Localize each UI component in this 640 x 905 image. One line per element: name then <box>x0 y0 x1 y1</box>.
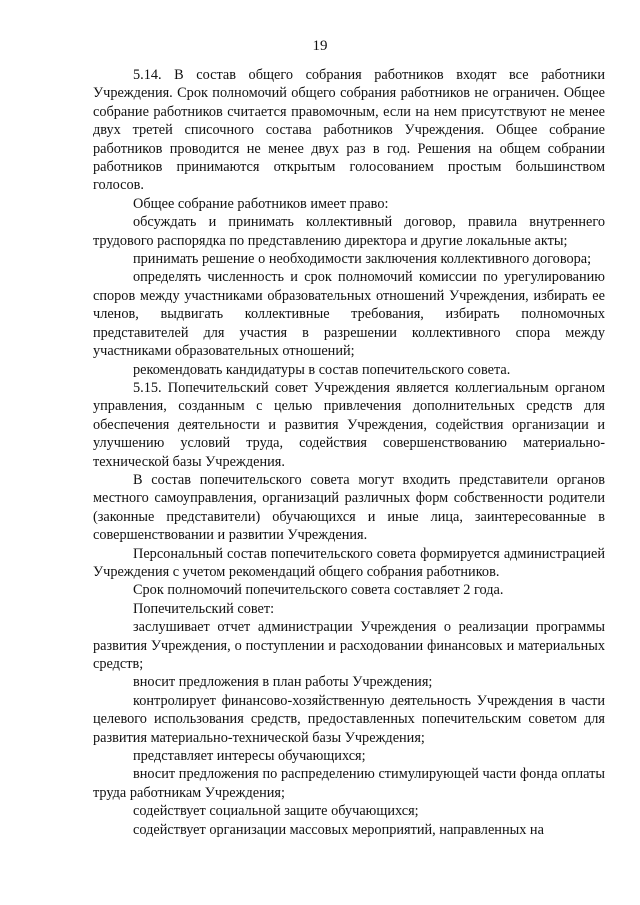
paragraph-decide-agreement: принимать решение о необходимости заключения коллективного договора; <box>133 251 592 268</box>
paragraph-5-15: 5.15. Попечительский совет Учреждения является коллегиальным органом управления, созданным с целью привлечения дополнительных средств для обеспечения деятельности и развития Учреждения, содействия организации и улучшению условий труда, содействия совершенствованию материально-технической базы Учреждения. <box>93 379 605 470</box>
paragraph-controls-finance: контролирует финансово-хозяйственную деятельность Учреждения в части целевого использования средств, предоставленных попечительским советом для развития материально-технической базы Учреждения; <box>93 692 605 746</box>
paragraph-incentive-fund: вносит предложения по распределению стимулирующей части фонда оплаты труда работникам Учреждения; <box>93 766 605 801</box>
paragraph-recommend-candidates: рекомендовать кандидатуры в состав попечительского совета. <box>133 361 511 378</box>
paragraph-5-14: 5.14. В состав общего собрания работников входят все работники Учреждения. Срок полномочий общего собрания работников не ограничен. Общее собрание работников считается правомочным, если на нем присутствуют не менее двух третей списочного состава работников Учреждения. Общее собрание работников проводится не менее двух раз в год. Решения на общем собрании работников принимаются открытым голосованием простым большинством голосов. <box>93 67 605 194</box>
paragraph-council-composition: Персональный состав попечительского совета формируется администрацией Учреждения с учетом рекомендаций общего собрания работников. <box>93 545 605 580</box>
paragraph-council-intro: Попечительский совет: <box>133 600 275 617</box>
page-number: 19 <box>312 38 328 54</box>
paragraph-social-protection: содействует социальной защите обучающихся; <box>133 803 419 820</box>
paragraph-assembly-rights-intro: Общее собрание работников имеет право: <box>133 195 389 212</box>
paragraph-council-term: Срок полномочий попечительского совета составляет 2 года. <box>133 582 504 599</box>
paragraph-council-membership: В состав попечительского совета могут входить представители органов местного самоуправления, организаций различных форм собственности родители (законные представители) обучающихся и иные лица, заинтересованные в совершенствовании и развитии Учреждения. <box>93 471 605 544</box>
paragraph-work-plan: вносит предложения в план работы Учреждения; <box>133 674 433 691</box>
paragraph-represents-students: представляет интересы обучающихся; <box>133 748 366 765</box>
paragraph-mass-events: содействует организации массовых мероприятий, направленных на <box>133 821 544 838</box>
paragraph-dispute-commission: определять численность и срок полномочий комиссии по урегулированию споров между участниками образовательных отношений Учреждения, избирать ее членов, выдвигать коллективные требования, избирать полномочных представителей для участия в разрешении коллективного спора между участниками образовательных отношений; <box>93 269 605 360</box>
paragraph-discuss-agreement: обсуждать и принимать коллективный договор, правила внутреннего трудового распорядка по представлению директора и другие локальные акты; <box>93 214 605 249</box>
document-body <box>93 66 605 839</box>
paragraph-hears-report: заслушивает отчет администрации Учреждения о реализации программы развития Учреждения, о поступлении и расходовании финансовых и материальных средств; <box>93 619 605 672</box>
